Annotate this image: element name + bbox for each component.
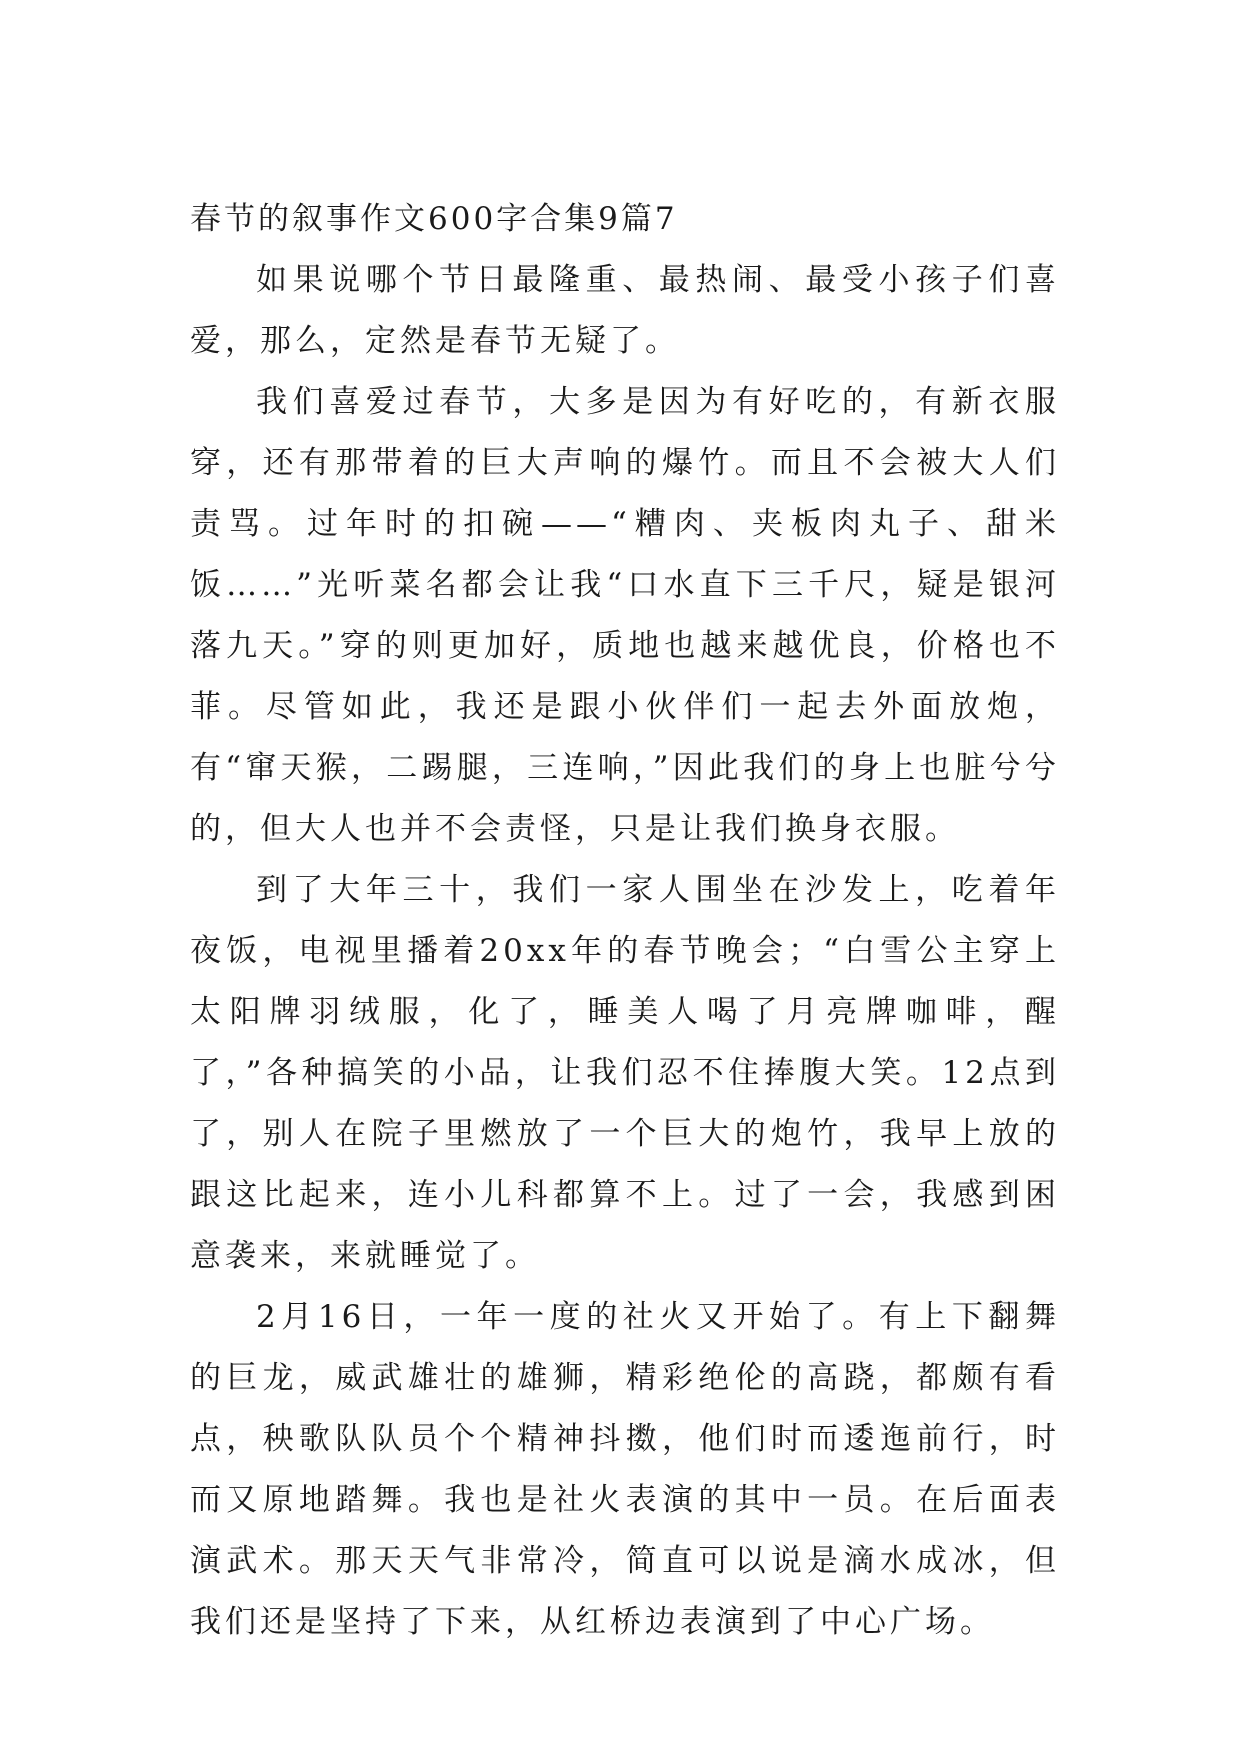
paragraph-1: 如果说哪个节日最隆重、最热闹、最受小孩子们喜爱，那么，定然是春节无疑了。	[190, 262, 1060, 359]
paragraph-3: 到了大年三十，我们一家人围坐在沙发上，吃着年夜饭，电视里播着20xx年的春节晚会；“白雪公主穿上太阳牌羽绒服，化了，睡美人喝了月亮牌咖啡，醒了，”各种搞笑的小品，让我们忍不住捧腹大笑。12点到了，别人在院子里燃放了一个巨大的炮竹，我早上放的跟这比起来，连小儿科都算不上。过了一会，我感到困意袭来，来就睡觉了。	[190, 872, 1060, 1274]
document-title: 春节的叙事作文600字合集9篇7	[190, 201, 678, 237]
paragraph-4: 2月16日，一年一度的社火又开始了。有上下翻舞的巨龙，威武雄壮的雄狮，精彩绝伦的高跷，都颇有看点，秧歌队队员个个精神抖擞，他们时而逶迤前行，时而又原地踏舞。我也是社火表演的其中一员。在后面表演武术。那天天气非常冷，简直可以说是滴水成冰，但我们还是坚持了下来，从红桥边表演到了中心广场。	[190, 1299, 1060, 1640]
paragraph-2: 我们喜爱过春节，大多是因为有好吃的，有新衣服穿，还有那带着的巨大声响的爆竹。而且不会被大人们责骂。过年时的扣碗——“糟肉、夹板肉丸子、甜米饭……”光听菜名都会让我“口水直下三千尺，疑是银河落九天。”穿的则更加好，质地也越来越优良，价格也不菲。尽管如此，我还是跟小伙伴们一起去外面放炮，有“窜天猴，二踢腿，三连响，”因此我们的身上也脏兮兮的，但大人也并不会责怪，只是让我们换身衣服。	[190, 384, 1060, 847]
document-body	[190, 189, 1060, 1653]
